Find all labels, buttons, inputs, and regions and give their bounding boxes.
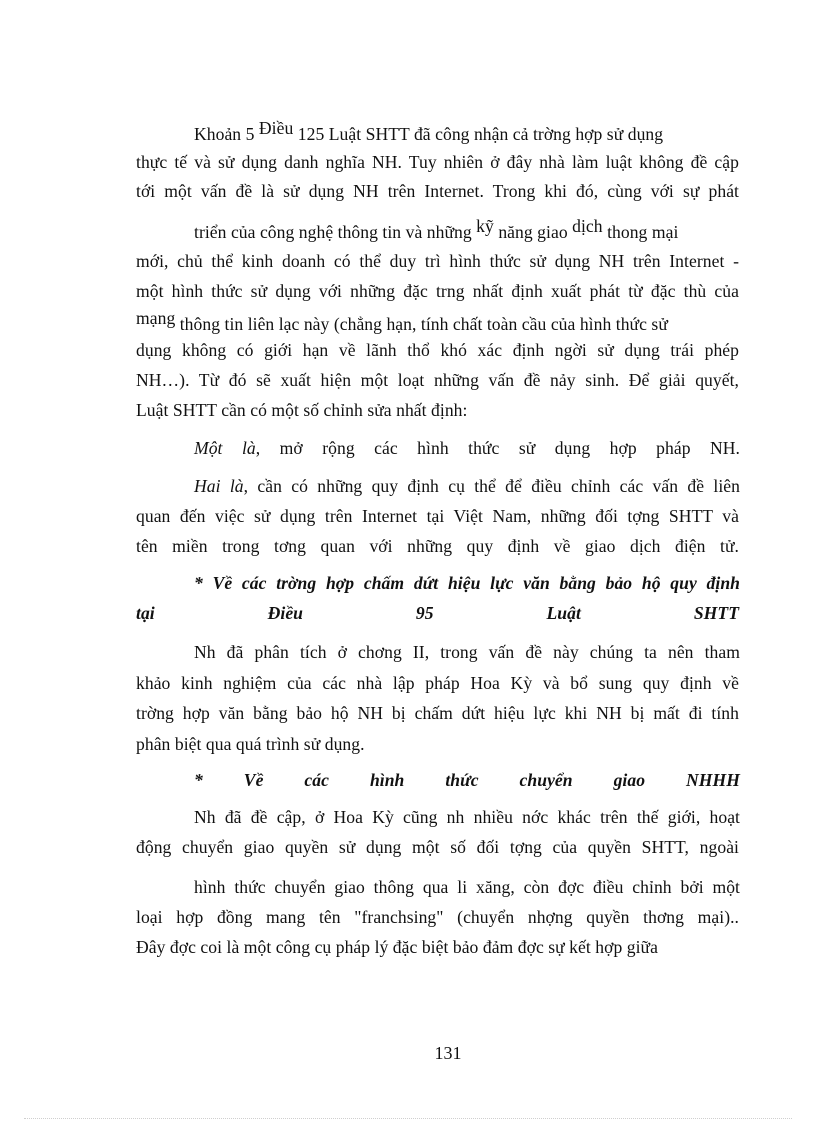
text-line: khảo kinh nghiệm của các nhà lập pháp Hoa Kỳ và bổ sung quy định về xyxy=(136,673,739,693)
text-line: Nh đã phân tích ở chơng II, trong vấn đề này chúng ta nên tham xyxy=(194,642,740,662)
page-border-dotted xyxy=(24,1118,792,1119)
text-line: một hình thức sử dụng với những đặc trng nhất định xuất phát từ đặc thù của xyxy=(136,281,739,301)
text-line: động chuyển giao quyền sử dụng một số đối tợng của quyền SHTT, ngoài xyxy=(136,837,739,857)
text-line: loại hợp đồng mang tên "franchsing" (chuyển nhợng quyền thơng mại).. xyxy=(136,907,739,927)
text-line: triển của công nghệ thông tin và những kỹ năng giao dịch thong mại xyxy=(194,216,679,242)
text-line: Hai là, cần có những quy định cụ thể để điều chỉnh các vấn đề liên xyxy=(194,476,740,496)
page-number: 131 xyxy=(434,1043,462,1063)
text-line: thực tế và sử dụng danh nghĩa NH. Tuy nhiên ở đây nhà làm luật không đề cập xyxy=(136,152,739,172)
text-line: tới một vấn đề là sử dụng NH trên Internet. Trong khi đó, cùng với sự phát xyxy=(136,181,739,201)
section-heading: * Về các trờng hợp chấm dứt hiệu lực văn bằng bảo hộ quy định xyxy=(194,573,740,593)
text-line: dụng không có giới hạn về lãnh thổ khó xác định ngời sử dụng trái phép xyxy=(136,340,739,360)
text-line: mạng thông tin liên lạc này (chẳng hạn, tính chất toàn cầu của hình thức sử xyxy=(136,308,668,334)
text-line: trờng hợp văn bằng bảo hộ NH bị chấm dứt hiệu lực khi NH bị mất đi tính xyxy=(136,703,739,723)
text-line: Nh đã đề cập, ở Hoa Kỳ cũng nh nhiều nớc khác trên thế giới, hoạt xyxy=(194,807,740,827)
text-line: tên miền trong tơng quan với những quy định về giao dịch điện tử. xyxy=(136,536,739,556)
text-line: phân biệt qua quá trình sử dụng. xyxy=(136,734,365,754)
section-heading: * Về các hình thức chuyển giao NHHH xyxy=(194,770,740,790)
text-line: Đây đợc coi là một công cụ pháp lý đặc biệt bảo đảm đợc sự kết hợp giữa xyxy=(136,937,658,957)
text-line: Một là, mở rộng các hình thức sử dụng hợp pháp NH. xyxy=(194,438,740,458)
text-line: NH…). Từ đó sẽ xuất hiện một loạt những vấn đề nảy sinh. Để giải quyết, xyxy=(136,370,739,390)
text-line: Khoản 5 Điều 125 Luật SHTT đã công nhận cả trờng hợp sử dụng xyxy=(194,118,664,144)
section-heading: tại Điều 95 Luật SHTT xyxy=(136,603,739,623)
text-line: hình thức chuyển giao thông qua li xăng, còn đợc điều chỉnh bởi một xyxy=(194,877,740,897)
text-line: quan đến việc sử dụng trên Internet tại Việt Nam, những đối tợng SHTT và xyxy=(136,506,739,526)
text-line: mới, chủ thể kinh doanh có thể duy trì hình thức sử dụng NH trên Internet - xyxy=(136,251,739,271)
text-line: Luật SHTT cần có một số chỉnh sửa nhất định: xyxy=(136,400,468,420)
